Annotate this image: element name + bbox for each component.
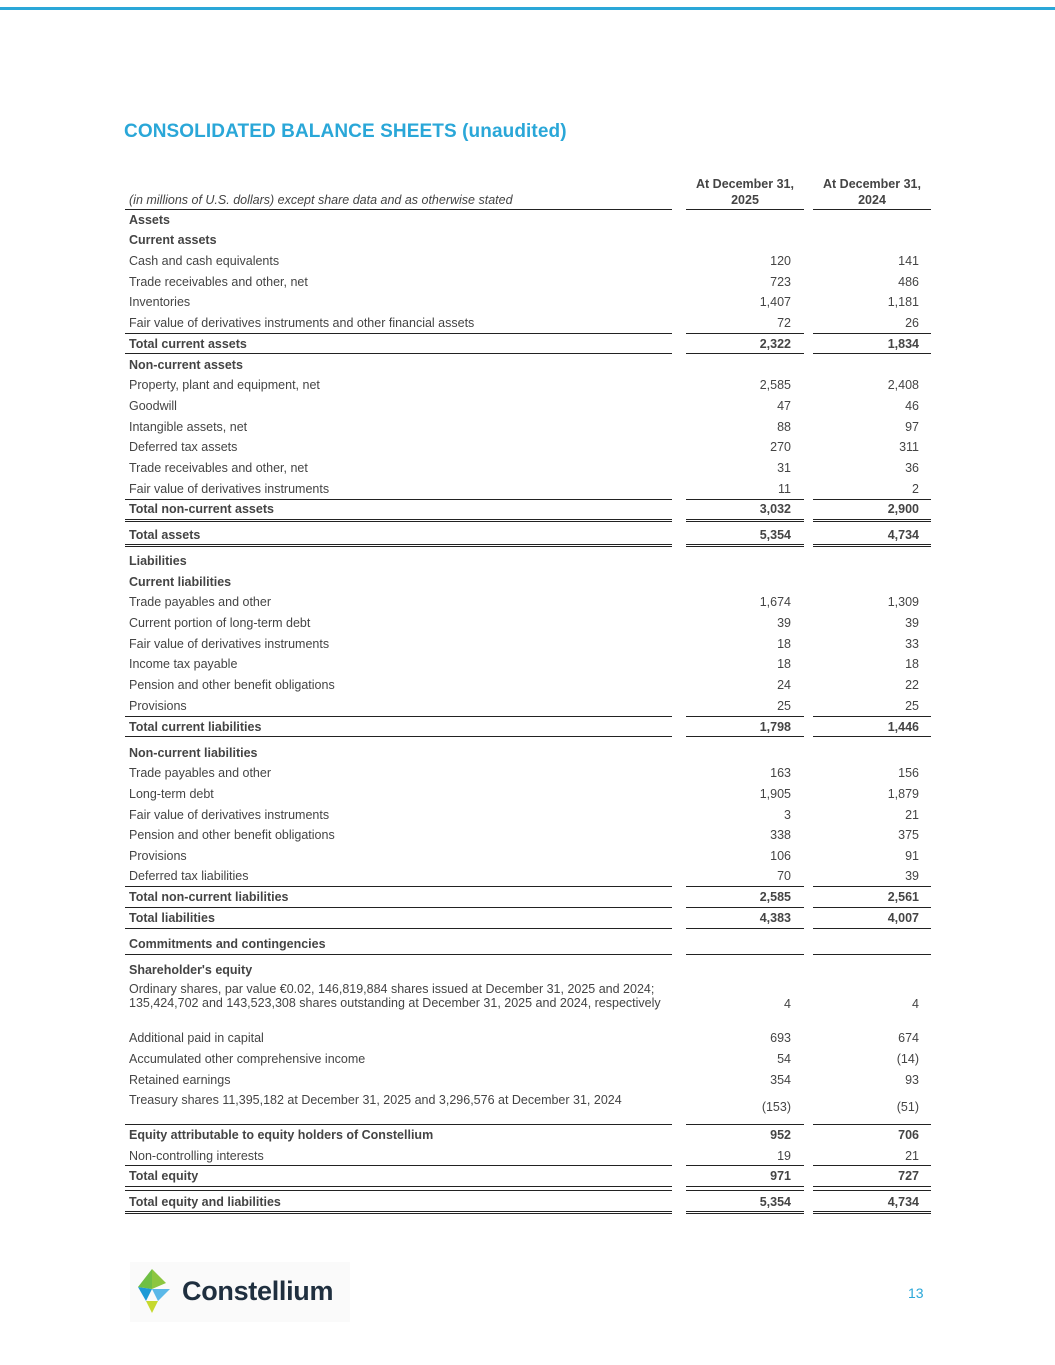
row-value-2025: 72: [777, 316, 791, 330]
row-label: Total assets: [129, 528, 201, 542]
row-label: Fair value of derivatives instruments and other financial assets: [129, 316, 475, 330]
column-header-2025-line2: 2025: [731, 193, 759, 207]
row-value-2025: 2,585: [759, 890, 791, 904]
row-label: Ordinary shares, par value €0.02, 146,819,884 shares issued at December 31, 2025 and 2024; 135,424,702 and 143,523,308 shares outstanding at December 31, 2025 and 2024, respectively: [129, 982, 661, 1010]
row-value-2024: 141: [898, 254, 919, 268]
row-value-2025: 88: [777, 420, 791, 434]
row-value-2024: 1,879: [887, 787, 919, 801]
table-rule: [686, 1213, 804, 1214]
row-label: Intangible assets, net: [129, 420, 248, 434]
row-value-2025: 4,383: [759, 911, 791, 925]
row-value-2024: 33: [905, 637, 919, 651]
row-value-2024: 1,446: [887, 720, 919, 734]
row-value-2025: 54: [777, 1052, 791, 1066]
row-label: Assets: [129, 213, 170, 227]
row-label: Non-controlling interests: [129, 1149, 264, 1163]
row-value-2024: 1,309: [887, 595, 919, 609]
row-label: Total current liabilities: [129, 720, 262, 734]
table-rule: [686, 519, 804, 520]
row-value-2024: 486: [898, 275, 919, 289]
column-header-2025-line1: At December 31,: [696, 177, 794, 191]
row-value-2025: 1,905: [759, 787, 791, 801]
row-label: Deferred tax assets: [129, 440, 238, 454]
row-value-2025: 1,674: [759, 595, 791, 609]
table-rule: [125, 521, 672, 522]
row-value-2024: 727: [898, 1169, 919, 1183]
table-rule: [813, 1186, 931, 1187]
table-rule: [813, 1190, 931, 1191]
table-rule: [686, 209, 804, 210]
table-rule: [125, 1213, 672, 1214]
row-value-2024: 39: [905, 869, 919, 883]
row-label: Fair value of derivatives instruments: [129, 482, 330, 496]
row-value-2024: 18: [905, 657, 919, 671]
row-value-2025: 106: [770, 849, 791, 863]
column-header-2024: [813, 176, 931, 208]
table-rule: [125, 954, 672, 955]
row-value-2024: 2,561: [887, 890, 919, 904]
row-label: Provisions: [129, 699, 187, 713]
row-value-2024: 4,007: [887, 911, 919, 925]
row-value-2024: 39: [905, 616, 919, 630]
row-label: Non-current liabilities: [129, 746, 258, 760]
row-value-2025: 70: [777, 869, 791, 883]
row-label: Current assets: [129, 233, 217, 247]
constellium-logo-icon: [136, 1267, 178, 1315]
table-rule: [125, 1190, 672, 1191]
row-label: Additional paid in capital: [129, 1031, 264, 1045]
row-label: Deferred tax liabilities: [129, 869, 249, 883]
row-label: Fair value of derivatives instruments: [129, 808, 330, 822]
row-value-2024: 93: [905, 1073, 919, 1087]
row-value-2025: 120: [770, 254, 791, 268]
row-value-2024: 1,834: [887, 337, 919, 351]
row-value-2025: 39: [777, 616, 791, 630]
row-label: Total liabilities: [129, 911, 215, 925]
row-value-2024: 36: [905, 461, 919, 475]
row-value-2025: 2,585: [759, 378, 791, 392]
row-value-2025: 5,354: [759, 1195, 791, 1209]
row-label: Trade receivables and other, net: [129, 461, 308, 475]
table-rule: [813, 928, 931, 929]
row-value-2025: 25: [777, 699, 791, 713]
row-value-2024: 2,900: [887, 502, 919, 516]
row-value-2025: 47: [777, 399, 791, 413]
row-value-2025: 723: [770, 275, 791, 289]
table-rule: [813, 519, 931, 520]
row-label: Fair value of derivatives instruments: [129, 637, 330, 651]
row-value-2025: 4: [784, 997, 791, 1011]
row-value-2024: 375: [898, 828, 919, 842]
row-value-2025: 3: [784, 808, 791, 822]
row-label: Treasury shares 11,395,182 at December 31, 2025 and 3,296,576 at December 31, 2024: [129, 1093, 622, 1107]
row-value-2025: 5,354: [759, 528, 791, 542]
constellium-logo: [130, 1262, 350, 1322]
row-label: Cash and cash equivalents: [129, 254, 280, 268]
row-label: Total current assets: [129, 337, 247, 351]
row-label: Total non-current assets: [129, 502, 274, 516]
row-value-2024: 46: [905, 399, 919, 413]
row-label: Shareholder's equity: [129, 963, 253, 977]
table-rule: [125, 928, 672, 929]
row-value-2025: 971: [770, 1169, 791, 1183]
table-rule: [686, 928, 804, 929]
row-value-2025: 1,798: [759, 720, 791, 734]
row-label: Commitments and contingencies: [129, 937, 326, 951]
row-label: Current liabilities: [129, 575, 232, 589]
row-label: Liabilities: [129, 554, 187, 568]
table-rule: [686, 1190, 804, 1191]
row-value-2024: 22: [905, 678, 919, 692]
row-value-2025: 1,407: [759, 295, 791, 309]
row-value-2025: 2,322: [759, 337, 791, 351]
top-accent-bar: [0, 7, 1055, 10]
row-label: Trade payables and other: [129, 766, 271, 780]
table-rule: [686, 954, 804, 955]
row-label: Long-term debt: [129, 787, 214, 801]
row-value-2025: 338: [770, 828, 791, 842]
column-header-2024-line2: 2024: [858, 193, 886, 207]
row-value-2024: 156: [898, 766, 919, 780]
units-note: (in millions of U.S. dollars) except share data and as otherwise stated: [129, 193, 513, 207]
row-label: Pension and other benefit obligations: [129, 828, 335, 842]
row-value-2024: 91: [905, 849, 919, 863]
table-rule: [125, 519, 672, 520]
row-label: Income tax payable: [129, 657, 238, 671]
row-value-2025: 19: [777, 1149, 791, 1163]
row-label: Retained earnings: [129, 1073, 231, 1087]
row-label: Inventories: [129, 295, 191, 309]
row-label: Trade receivables and other, net: [129, 275, 308, 289]
row-label: Provisions: [129, 849, 187, 863]
row-value-2024: 311: [899, 440, 919, 454]
row-value-2024: 2,408: [887, 378, 919, 392]
table-rule: [813, 954, 931, 955]
row-label: Trade payables and other: [129, 595, 271, 609]
table-rule: [686, 1186, 804, 1187]
row-value-2025: 270: [770, 440, 791, 454]
row-label: Property, plant and equipment, net: [129, 378, 320, 392]
row-value-2025: 31: [777, 461, 791, 475]
row-label: Total equity: [129, 1169, 199, 1183]
row-label: Pension and other benefit obligations: [129, 678, 335, 692]
row-value-2024: (14): [896, 1052, 919, 1066]
row-value-2024: 21: [905, 808, 919, 822]
row-value-2025: 3,032: [759, 502, 791, 516]
row-value-2025: 18: [777, 657, 791, 671]
row-value-2025: 11: [778, 482, 791, 496]
row-value-2025: 163: [770, 766, 791, 780]
row-value-2025: 18: [777, 637, 791, 651]
row-label: Non-current assets: [129, 358, 243, 372]
table-rule: [813, 521, 931, 522]
row-value-2024: 97: [905, 420, 919, 434]
row-value-2024: 25: [905, 699, 919, 713]
table-rule: [125, 1186, 672, 1187]
row-label: Equity attributable to equity holders of Constellium: [129, 1128, 434, 1142]
table-rule: [813, 209, 931, 210]
row-label: Goodwill: [129, 399, 177, 413]
logo-wordmark: Constellium: [182, 1276, 334, 1306]
row-label: Current portion of long-term debt: [129, 616, 311, 630]
row-value-2025: 952: [770, 1128, 791, 1142]
row-value-2024: 2: [912, 482, 919, 496]
row-value-2024: 674: [898, 1031, 919, 1045]
row-value-2025: 693: [770, 1031, 791, 1045]
row-value-2025: 354: [770, 1073, 791, 1087]
row-value-2024: 706: [898, 1128, 919, 1142]
row-value-2025: (153): [761, 1100, 791, 1114]
row-value-2024: 26: [905, 316, 919, 330]
column-header-2025: [686, 176, 804, 208]
page-number: 13: [908, 1285, 924, 1301]
row-value-2024: 4,734: [887, 1195, 919, 1209]
table-rule: [813, 546, 931, 547]
row-value-2024: 21: [905, 1149, 919, 1163]
row-label: Accumulated other comprehensive income: [129, 1052, 366, 1066]
row-value-2024: (51): [896, 1100, 919, 1114]
table-rule: [125, 546, 672, 547]
row-label: Total non-current liabilities: [129, 890, 289, 904]
table-rule: [686, 521, 804, 522]
row-value-2025: 24: [777, 678, 791, 692]
row-value-2024: 4: [912, 997, 919, 1011]
page-title: CONSOLIDATED BALANCE SHEETS (unaudited): [124, 121, 567, 142]
table-rule: [686, 546, 804, 547]
row-label: Total equity and liabilities: [129, 1195, 281, 1209]
row-value-2024: 4,734: [887, 528, 919, 542]
column-header-2024-line1: At December 31,: [823, 177, 921, 191]
table-rule: [813, 1213, 931, 1214]
row-value-2024: 1,181: [887, 295, 919, 309]
